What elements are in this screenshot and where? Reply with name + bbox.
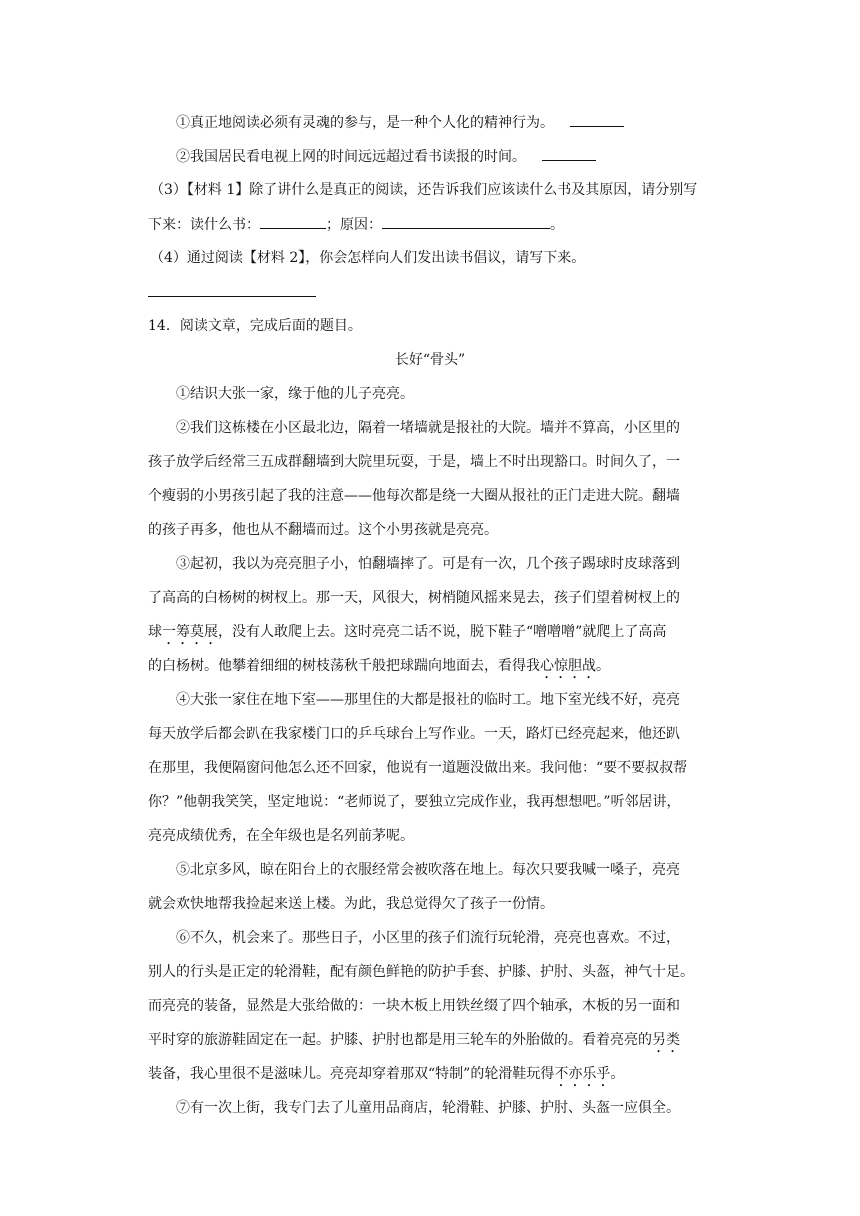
sub-question-3-line-1: （3）【材料 1】除了讲什么是真正的阅读，还告诉我们应该读什么书及其原因，请分别写 <box>150 182 698 198</box>
paragraph-4-line: 亮亮成绩优秀，在全年级也是名列前茅呢。 <box>148 828 414 844</box>
sub-question-3-line-2: 下来：读什么书： ；原因： 。 <box>148 214 564 235</box>
paragraph-6-line: 而亮亮的装备，显然是大张给做的：一块木板上用铁丝缀了四个轴承，木板的另一面和 <box>148 998 680 1014</box>
article-title: 长好“骨头” <box>394 352 466 368</box>
paragraph-4-line: 在那里，我便隔窗问他怎么还不回家，他说有一道题没做出来。我问他：“要不要叔叔帮 <box>148 760 688 776</box>
dotted-phrase: 另类 <box>652 1032 680 1048</box>
paragraph-7-line: ⑦有一次上街，我专门去了儿童用品商店，轮滑鞋、护膝、护肘、头盔一应俱全。 <box>176 1100 680 1116</box>
dotted-phrase: 不亦乐乎 <box>554 1066 611 1082</box>
answer-blank-book[interactable] <box>260 214 326 229</box>
paragraph-1: ①结识大张一家，缘于他的儿子亮亮。 <box>176 386 414 402</box>
paragraph-4-line: ④大张一家住在地下室——那里住的大都是报社的临时工。地下室光线不好，亮亮 <box>176 692 680 708</box>
question-14-header: 14．阅读文章，完成后面的题目。 <box>148 318 362 334</box>
dotted-phrase: 心惊胆战 <box>540 658 596 674</box>
paragraph-3-line: 球一筹莫展，没有人敢爬上去。这时亮亮二话不说，脱下鞋子“噌噌噌”就爬上了高高 <box>148 624 667 640</box>
paragraph-6-line: 平时穿的旅游鞋固定在一起。护膝、护肘也都是用三轮车的外胎做的。看着亮亮的另类 <box>148 1032 680 1048</box>
paragraph-4-line: 你？”他朝我笑笑，坚定地说：“老师说了，要独立完成作业，我再想想吧。”听邻居讲， <box>148 794 681 810</box>
paragraph-6-line: 别人的行头是正定的轮滑鞋，配有颜色鲜艳的防护手套、护膝、护肘、头盔，神气十足。 <box>148 964 694 980</box>
answer-blank-2[interactable] <box>542 146 596 161</box>
paragraph-5-line: 就会欢快地帮我捡起来送上楼。为此，我总觉得欠了孩子一份情。 <box>148 896 554 912</box>
sub-question-4: （4）通过阅读【材料 2】，你会怎样向人们发出读书倡议，请写下来。 <box>150 250 586 266</box>
option-1: ①真正地阅读必须有灵魂的参与，是一种个人化的精神行为。 <box>176 112 624 133</box>
paragraph-2-line: 的孩子再多，他也从不翻墙而过。这个小男孩就是亮亮。 <box>148 522 498 538</box>
paragraph-3-line: ③起初，我以为亮亮胆子小，怕翻墙摔了。可是有一次，几个孩子踢球时皮球落到 <box>176 556 680 572</box>
paragraph-4-line: 每天放学后都会趴在我家楼门口的乒乓球台上写作业。一天，路灯已经亮起来，他还趴 <box>148 726 680 742</box>
paragraph-2-line: ②我们这栋楼在小区最北边，隔着一堵墙就是报社的大院。墙并不算高，小区里的 <box>176 420 680 436</box>
paragraph-2-line: 个瘦弱的小男孩引起了我的注意——他每次都是绕一大圈从报社的正门走进大院。翻墙 <box>148 488 680 504</box>
dotted-phrase: 一筹莫展 <box>162 624 218 640</box>
answer-blank-4[interactable] <box>148 296 316 297</box>
paragraph-2-line: 孩子放学后经常三五成群翻墙到大院里玩耍，于是，墙上不时出现豁口。时间久了，一 <box>148 454 680 470</box>
paragraph-6-line: 装备，我心里很不是滋味儿。亮亮却穿着那双“特制”的轮滑鞋玩得不亦乐乎。 <box>148 1066 625 1082</box>
paragraph-5-line: ⑤北京多风，晾在阳台上的衣服经常会被吹落在地上。每次只要我喊一嗓子，亮亮 <box>176 862 680 878</box>
paragraph-3-line: 的白杨树。他攀着细细的树枝荡秋千般把球踹向地面去，看得我心惊胆战。 <box>148 658 610 674</box>
paragraph-3-line: 了高高的白杨树的树杈上。那一天，风很大，树梢随风摇来晃去，孩子们望着树杈上的 <box>148 590 680 606</box>
answer-blank-1[interactable] <box>570 112 624 127</box>
paragraph-6-line: ⑥不久，机会来了。那些日子，小区里的孩子们流行玩轮滑，亮亮也喜欢。不过， <box>176 930 680 946</box>
option-2: ②我国居民看电视上网的时间远远超过看书读报的时间。 <box>176 146 596 167</box>
answer-blank-reason[interactable] <box>382 214 550 229</box>
